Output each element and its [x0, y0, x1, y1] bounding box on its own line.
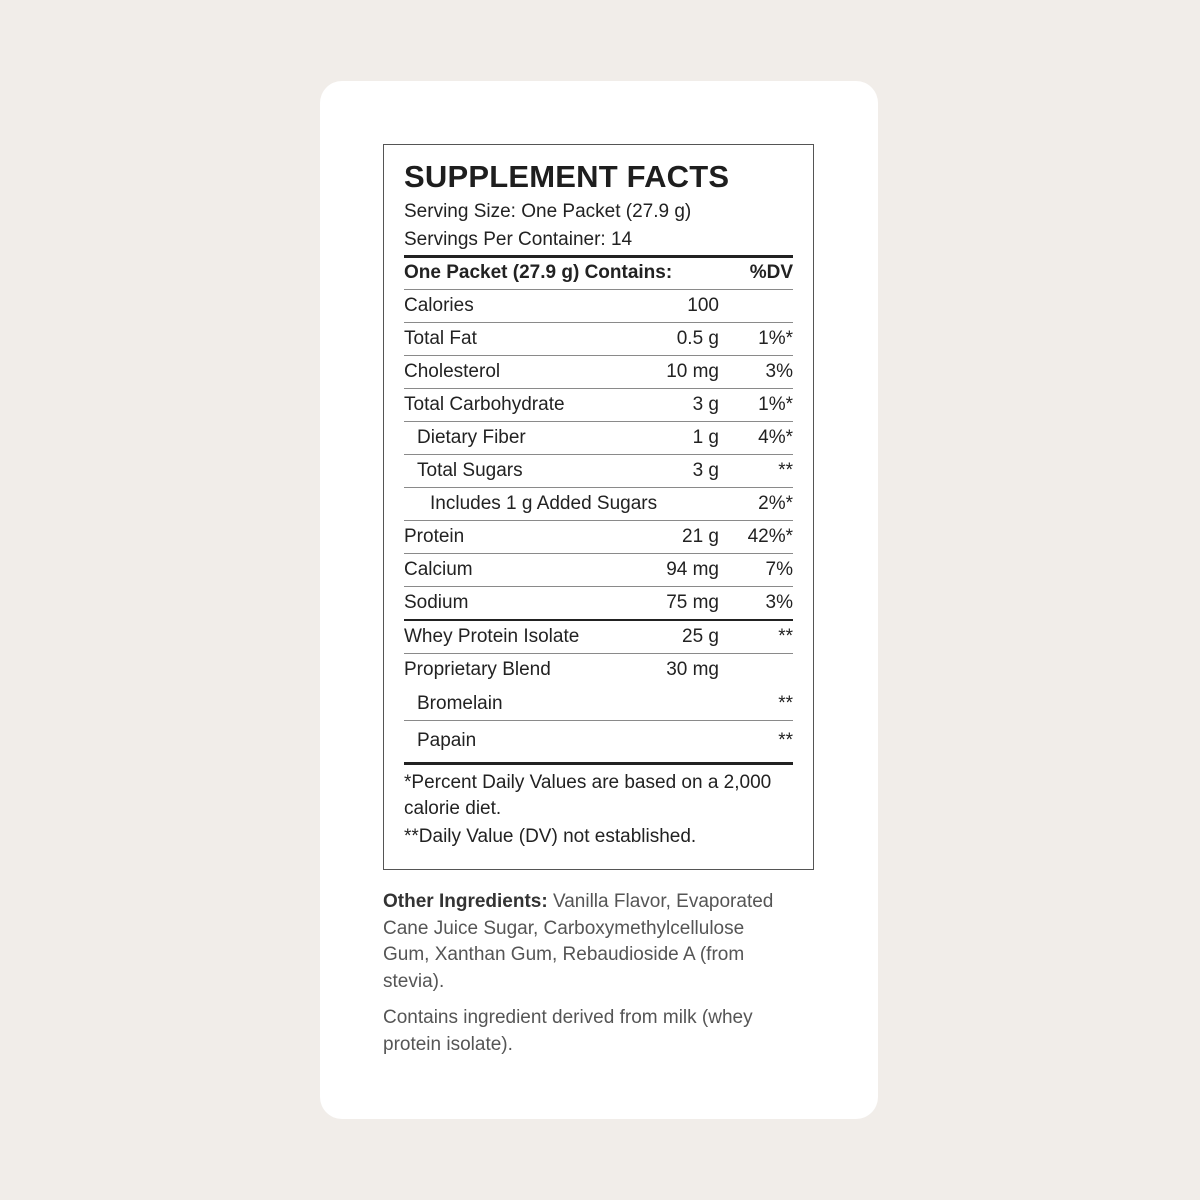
ingredient-row-whey-protein-isolate: [404, 620, 793, 653]
nutrient-dv: 3%: [765, 592, 793, 613]
facts-header-row: [404, 256, 793, 289]
ingredient-row-proprietary-blend: [404, 653, 793, 686]
nutrient-dv: 3%: [765, 361, 793, 382]
nutrient-dv: **: [778, 693, 793, 714]
nutrient-amount: 1 g: [692, 427, 719, 448]
nutrient-dv: 1%*: [758, 328, 793, 349]
nutrient-name: Calories: [404, 295, 474, 316]
nutrient-row-total-carbohydrate: [404, 388, 793, 421]
nutrient-name: Sodium: [404, 592, 469, 613]
nutrient-amount: 10 mg: [666, 361, 719, 382]
nutrient-row-added-sugars: [404, 487, 793, 520]
supplement-facts-panel: [383, 144, 814, 870]
other-ingredients-label: Other Ingredients:: [383, 891, 548, 912]
nutrient-row-sodium: [404, 586, 793, 619]
allergen-statement: Contains ingredient derived from milk (whey protein isolate).: [383, 1007, 753, 1055]
nutrient-name: Protein: [404, 526, 465, 547]
nutrient-dv: **: [778, 730, 793, 751]
nutrient-row-cholesterol: [404, 355, 793, 388]
other-ingredients-text: Vanilla Flavor, Evaporated Cane Juice Sugar, Carboxymethylcellulose Gum, Xanthan Gum, Rebaudioside A (from stevia).: [383, 891, 774, 992]
nutrient-amount: 30 mg: [666, 659, 719, 680]
nutrient-name: Whey Protein Isolate: [404, 626, 580, 647]
header-amount-per-serving: One Packet (27.9 g) Contains:: [404, 262, 673, 283]
nutrient-row-calories: [404, 289, 793, 322]
nutrient-amount: 3 g: [692, 460, 719, 481]
nutrient-name: Bromelain: [417, 693, 503, 714]
nutrient-name: Dietary Fiber: [417, 427, 526, 448]
servings-per-container: Servings Per Container: 14: [404, 229, 633, 250]
nutrient-dv: 2%*: [758, 493, 793, 514]
label-card: [320, 81, 878, 1119]
nutrient-name: Total Sugars: [417, 460, 523, 481]
nutrient-name: Cholesterol: [404, 361, 501, 382]
header-dv: %DV: [749, 262, 793, 283]
facts-title: SUPPLEMENT FACTS: [404, 159, 730, 194]
nutrient-name: Proprietary Blend: [404, 659, 551, 680]
nutrient-row-total-fat: [404, 322, 793, 355]
nutrient-row-dietary-fiber: [404, 421, 793, 454]
nutrient-dv: **: [778, 460, 793, 481]
nutrient-amount: 94 mg: [666, 559, 719, 580]
serving-size: Serving Size: One Packet (27.9 g): [404, 201, 692, 222]
ingredient-row-bromelain: [404, 687, 793, 720]
footnote-dv-not-established: **Daily Value (DV) not established.: [404, 826, 697, 847]
nutrient-dv: 42%*: [747, 526, 793, 547]
nutrient-dv: 1%*: [758, 394, 793, 415]
other-ingredients: [383, 889, 783, 995]
row-divider: [404, 720, 793, 721]
nutrient-amount: 100: [687, 295, 719, 316]
nutrient-amount: 75 mg: [666, 592, 719, 613]
nutrient-dv: 4%*: [758, 427, 793, 448]
nutrient-dv: 7%: [765, 559, 793, 580]
footnote-percent-daily-values: *Percent Daily Values are based on a 2,000 calorie diet.: [404, 772, 772, 819]
nutrient-amount: 0.5 g: [676, 328, 719, 349]
nutrient-name: Total Fat: [404, 328, 477, 349]
ingredient-row-papain: [404, 724, 793, 757]
nutrient-name: Includes 1 g Added Sugars: [430, 493, 658, 514]
nutrient-amount: 21 g: [682, 526, 719, 547]
nutrient-name: Calcium: [404, 559, 473, 580]
nutrient-name: Total Carbohydrate: [404, 394, 565, 415]
footer-rule: [404, 762, 793, 765]
nutrient-row-total-sugars: [404, 454, 793, 487]
nutrient-amount: 3 g: [692, 394, 719, 415]
nutrient-row-calcium: [404, 553, 793, 586]
nutrient-dv: **: [778, 626, 793, 647]
nutrient-row-protein: [404, 520, 793, 553]
nutrient-amount: 25 g: [682, 626, 719, 647]
nutrient-name: Papain: [417, 730, 477, 751]
